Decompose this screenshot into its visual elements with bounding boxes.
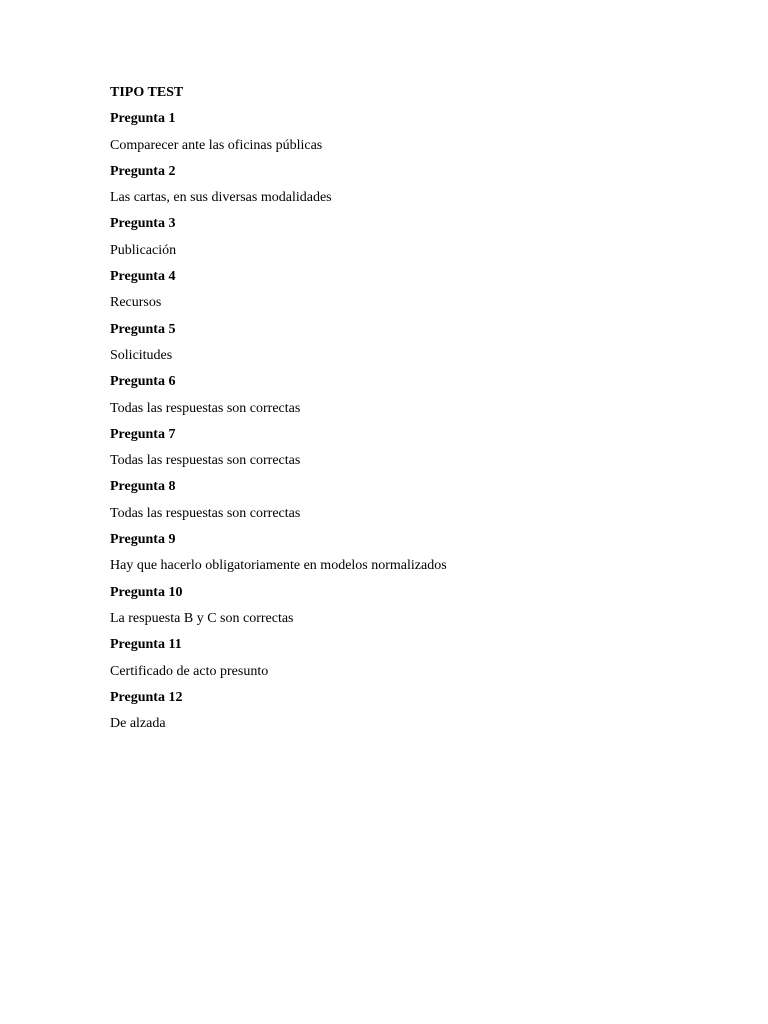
question-answer: De alzada bbox=[110, 716, 166, 732]
question-label: Pregunta 12 bbox=[110, 689, 183, 705]
question-label: Pregunta 3 bbox=[110, 216, 176, 232]
question-answer: Certificado de acto presunto bbox=[110, 663, 269, 679]
question-label: Pregunta 11 bbox=[110, 637, 182, 653]
question-label: Pregunta 8 bbox=[110, 479, 176, 495]
question-label: Pregunta 1 bbox=[110, 111, 176, 127]
question-answer: La respuesta B y C son correctas bbox=[110, 610, 294, 626]
question-label: Pregunta 7 bbox=[110, 426, 176, 442]
question-answer: Todas las respuestas son correctas bbox=[110, 453, 301, 469]
question-label: Pregunta 10 bbox=[110, 584, 183, 600]
question-answer: Las cartas, en sus diversas modalidades bbox=[110, 190, 332, 206]
question-label: Pregunta 4 bbox=[110, 269, 176, 285]
question-answer: Todas las respuestas son correctas bbox=[110, 505, 301, 521]
question-label: Pregunta 6 bbox=[110, 374, 176, 390]
question-answer: Todas las respuestas son correctas bbox=[110, 400, 301, 416]
question-answer: Solicitudes bbox=[110, 347, 173, 363]
question-answer: Comparecer ante las oficinas públicas bbox=[110, 137, 323, 153]
document-title: TIPO TEST bbox=[110, 85, 184, 100]
question-answer: Recursos bbox=[110, 295, 162, 311]
question-label: Pregunta 9 bbox=[110, 532, 176, 548]
question-label: Pregunta 2 bbox=[110, 163, 176, 179]
question-answer: Publicación bbox=[110, 242, 177, 258]
question-answer: Hay que hacerlo obligatoriamente en modelos normalizados bbox=[110, 558, 447, 574]
document-page bbox=[110, 84, 710, 741]
question-label: Pregunta 5 bbox=[110, 321, 176, 337]
